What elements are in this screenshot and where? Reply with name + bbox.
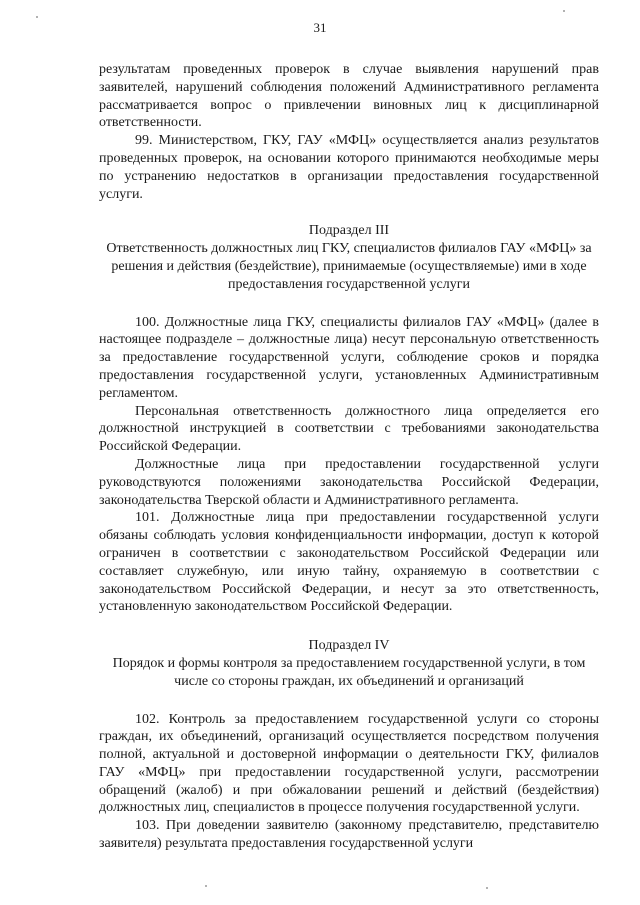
scan-speck (36, 16, 38, 18)
section-3-description: Ответственность должностных лиц ГКУ, специалистов филиалов ГАУ «МФЦ» за решения и действия (бездействие), принимаемые (осуществляемые) ими в ходе предоставления государственной услуги (106, 241, 592, 292)
section-4-description: Порядок и формы контроля за предоставлением государственной услуги, в том числе со стороны граждан, их объединений и организаций (112, 655, 586, 689)
scan-speck (205, 885, 207, 887)
paragraph-102: 102. Контроль за предоставлением государственной услуги со стороны граждан, их объединений, организаций осуществляется посредством получения полной, актуальной и достоверной информации о деятельности ГКУ, филиалов ГАУ «МФЦ» при предоставлении государственной услуги, рассмотрении обращений (жалоб) и при обжаловании решений и действий (бездействия) должностных лиц, специалистов в процессе получения государственной услуги. (99, 711, 599, 816)
paragraph-101: 101. Должностные лица при предоставлении государственной услуги обязаны соблюдать условия конфиденциальности информации, доступ к которой ограничен в соответствии с законодательством Российской Федерации или составляет служебную, или иную тайну, охраняемую в соответствии с законодательством Российской Федерации, и несут за это ответственность, установленную законодательством Российской Федерации. (99, 510, 599, 615)
scan-speck (486, 887, 488, 889)
paragraph-103: 103. При доведении заявителю (законному представителю, представителю заявителя) результата предоставления государственной услуги (99, 818, 599, 852)
document-body (99, 61, 599, 853)
page-number: 31 (313, 20, 327, 35)
paragraph-personal-responsibility: Персональная ответственность должностного лица определяется его должностной инструкцией в соответствии с требованиями законодательства Российской Федерации. (99, 403, 599, 455)
paragraph-officials-guided: Должностные лица при предоставлении государственной услуги руководствуются положениями законодательства Российской Федерации, законодательства Тверской области и Административного регламента. (99, 456, 599, 508)
paragraph-100: 100. Должностные лица ГКУ, специалисты филиалов ГАУ «МФЦ» (далее в настоящее подразделе – должностные лица) несут персональную ответственность за предоставление государственной услуги, соблюдение сроков и порядка предоставления государственной услуги, установленных Административным регламентом. (99, 314, 599, 401)
section-4-title: Подраздел IV (308, 638, 390, 654)
scan-speck (563, 10, 565, 12)
section-3-title: Подраздел III (308, 223, 390, 239)
paragraph-continuation: результатам проведенных проверок в случае выявления нарушений прав заявителей, нарушений соблюдения положений Административного регламента рассматривается вопрос о привлечении виновных лиц к дисциплинарной ответственности. (99, 62, 599, 131)
paragraph-99: 99. Министерством, ГКУ, ГАУ «МФЦ» осуществляется анализ результатов проведенных проверок, на основании которого принимаются необходимые меры по устранению недостатков в организации предоставления государственной услуги. (99, 133, 599, 202)
